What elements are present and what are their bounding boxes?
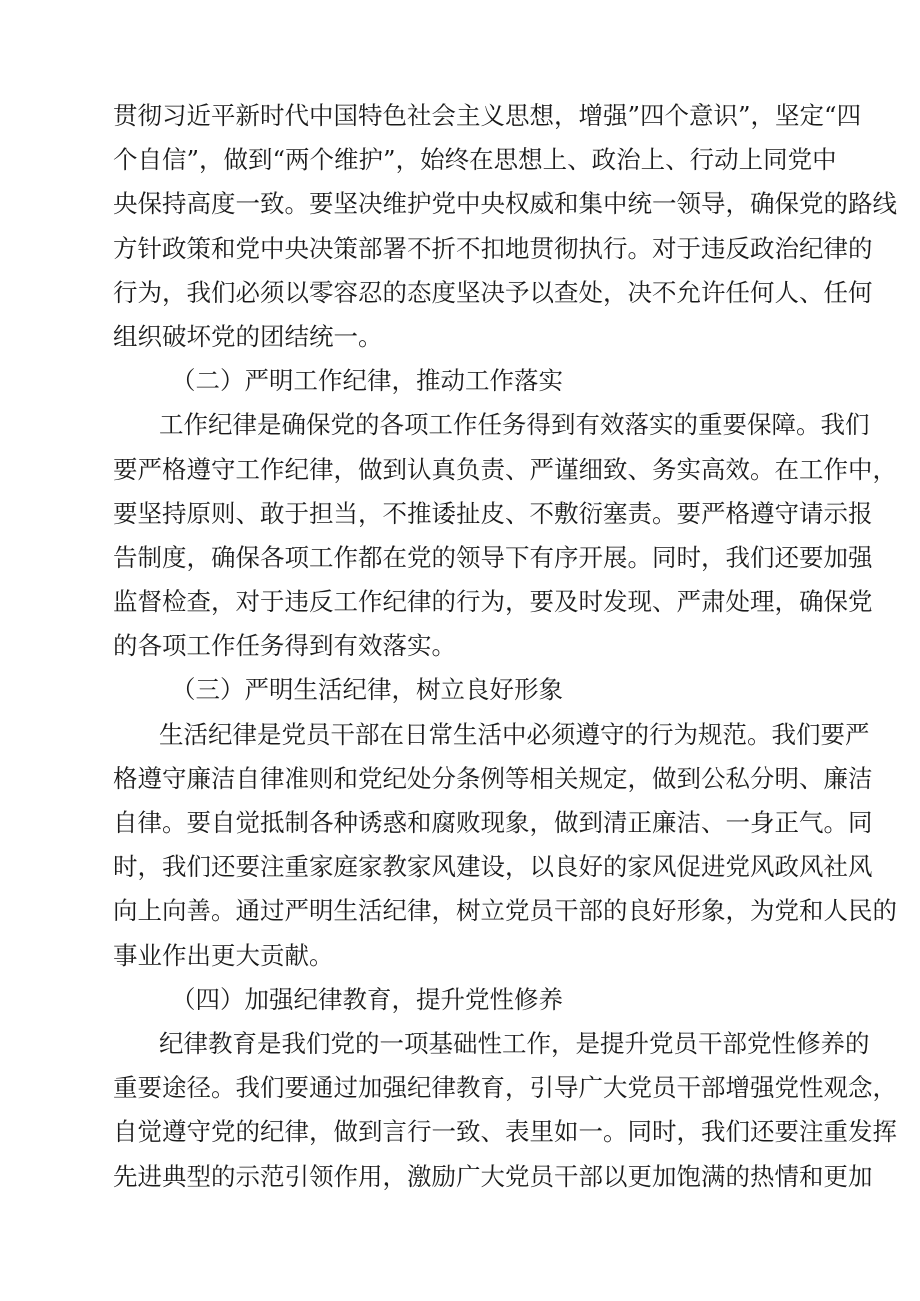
- body-text-line: 的各项工作任务得到有效落实。: [113, 631, 456, 661]
- body-text-line: 监督检查，对于违反工作纪律的行为，要及时发现、严肃处理，确保党: [113, 587, 873, 617]
- body-text-line: 先进典型的示范引领作用，激励广大党员干部以更加饱满的热情和更加: [113, 1161, 873, 1191]
- body-text-line: 向上向善。通过严明生活纪律，树立党员干部的良好形象，为党和人民的: [113, 896, 897, 926]
- paragraph-first-line: 生活纪律是党员干部在日常生活中必须遵守的行为规范。我们要严: [159, 719, 870, 749]
- body-text-line: 重要途径。我们要通过加强纪律教育，引导广大党员干部增强党性观念，: [113, 1073, 897, 1103]
- body-text-line: 行为，我们必须以零容忍的态度坚决予以查处，决不允许任何人、任何: [113, 277, 873, 307]
- body-text-line: 组织破坏党的团结统一。: [113, 321, 383, 351]
- body-text-line: 自律。要自觉抵制各种诱惑和腐败现象，做到清正廉洁、一身正气。同: [113, 808, 873, 837]
- body-text-line: 告制度，确保各项工作都在党的领导下有序开展。同时，我们还要加强: [113, 542, 873, 572]
- paragraph-first-line: 纪律教育是我们党的一项基础性工作，是提升党员干部党性修养的: [159, 1028, 870, 1058]
- paragraph-first-line: 工作纪律是确保党的各项工作任务得到有效落实的重要保障。我们: [159, 410, 870, 440]
- body-text-line: 时，我们还要注重家庭家教家风建设，以良好的家风促进党风政风社风: [113, 852, 873, 882]
- body-text-line: 要严格遵守工作纪律，做到认真负责、严谨细致、务实高效。在工作中，: [113, 454, 897, 484]
- body-text-line: 贯彻习近平新时代中国特色社会主义思想，增强”四个意识”，坚定“四: [113, 101, 862, 130]
- body-text-line: 要坚持原则、敢于担当，不推诿扯皮、不敷衍塞责。要严格遵守请示报: [113, 498, 873, 528]
- body-text-line: 自觉遵守党的纪律，做到言行一致、表里如一。同时，我们还要注重发挥: [113, 1117, 897, 1147]
- section-heading: （三）严明生活纪律，树立良好形象: [171, 675, 563, 705]
- body-text-line: 格遵守廉洁自律准则和党纪处分条例等相关规定，做到公私分明、廉洁: [113, 763, 873, 793]
- section-heading: （四）加强纪律教育，提升党性修养: [171, 984, 563, 1014]
- section-heading: （二）严明工作纪律，推动工作落实: [171, 366, 563, 396]
- document-page: [113, 94, 897, 1199]
- body-text-line: 央保持高度一致。要坚决维护党中央权威和集中统一领导，确保党的路线: [113, 189, 897, 219]
- body-text-line: 方针政策和党中央决策部署不折不扣地贯彻执行。对于违反政治纪律的: [113, 233, 873, 263]
- body-text-line: 事业作出更大贡献。: [113, 940, 334, 970]
- body-text-line: 个自信”，做到“两个维护”，始终在思想上、政治上、行动上同党中: [113, 145, 837, 175]
